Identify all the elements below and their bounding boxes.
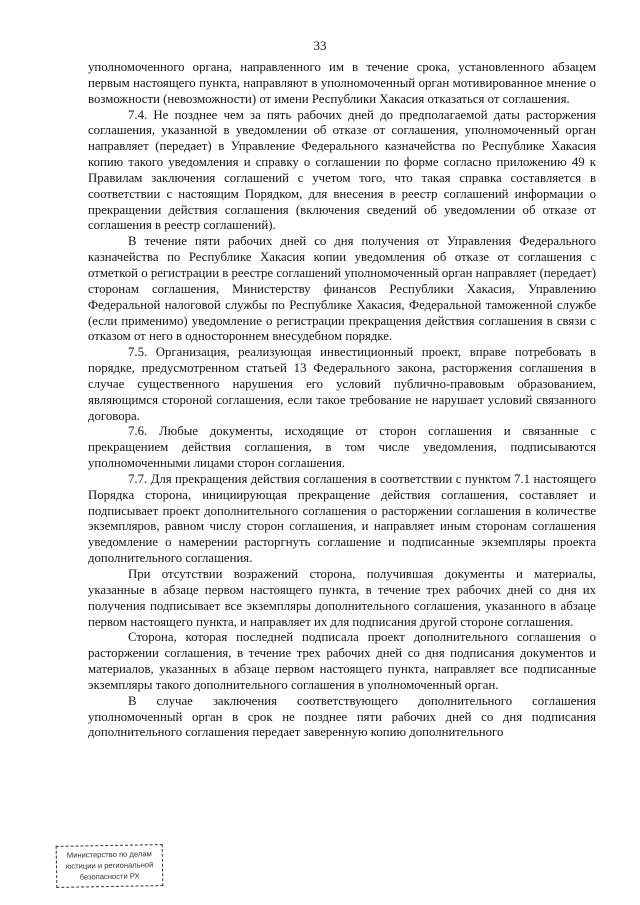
paragraph-7-6: 7.6. Любые документы, исходящие от сторон соглашения и связанные с прекращением действия соглашения, в том числе уведомления, подписываются уполномоченными лицами сторон соглашения. [88, 424, 596, 471]
paragraph-7-5: 7.5. Организация, реализующая инвестиционный проект, вправе потребовать в порядке, предусмотренном статьей 13 Федерального закона, расторжения соглашения в случае существенного нарушения его условий публично-правовым образованием, являющимся стороной соглашения, если такое требование не нарушает условий связанного договора. [88, 345, 596, 423]
paragraph-7-4: 7.4. Не позднее чем за пять рабочих дней до предполагаемой даты расторжения соглашения, указанной в уведомлении об отказе от соглашения, уполномоченный орган направляет (передает) в Управление Федерального казначейства по Республике Хакасия копию такого уведомления и справку о соглашении по форме согласно приложению 49 к Правилам заключения соглашений с учетом того, что такая справка составляется в соответствии с настоящим Порядком, для внесения в реестр соглашений информации о прекращении действия соглашения (включения сведений об уведомлении об отказе от соглашения в реестр соглашений). [88, 107, 596, 233]
stamp-line: безопасности РХ [79, 871, 140, 882]
stamp-line: юстиции и региональной [65, 860, 154, 871]
paragraph: В течение пяти рабочих дней со дня получения от Управления Федерального казначейства по Республике Хакасия копии уведомления об отказе от соглашения с отметкой о регистрации в реестре соглашений уполномоченный орган направляет (передает) сторонам соглашения, Министерству финансов Республики Хакасия, Управлению Федеральной налоговой службы по Республике Хакасия, Федеральной таможенной службе (если применимо) уведомление о регистрации прекращения действия соглашения в связи с отказом от него в одностороннем внесудебном порядке. [88, 234, 596, 344]
paragraph: При отсутствии возражений сторона, получившая документы и материалы, указанные в абзаце первом настоящего пункта, в течение трех рабочих дней со дня их получения подписывает все экземпляры дополнительного соглашения, указанного в абзаце первом настоящего пункта, и направляет их для подписания другой стороне соглашения. [88, 567, 596, 629]
paragraph: Сторона, которая последней подписала проект дополнительного соглашения о расторжении соглашения, в течение трех рабочих дней со дня подписания документов и материалов, указанных в абзаце первом настоящего пункта, направляет все подписанные экземпляры такого дополнительного соглашения в уполномоченный орган. [88, 630, 596, 692]
stamp-line: Министерство по делам [66, 849, 152, 860]
ministry-stamp [56, 844, 164, 888]
paragraph: уполномоченного органа, направленного им в течение срока, установленного абзацем первым настоящего пункта, направляют в уполномоченный орган мотивированное мнение о возможности (невозможности) от имени Республики Хакасия отказаться от соглашения. [88, 60, 596, 106]
document-body [88, 60, 596, 741]
paragraph: В случае заключения соответствующего дополнительного соглашения уполномоченный орган в срок не позднее пяти рабочих дней со дня подписания дополнительного соглашения передает заверенную копию дополнительного [88, 693, 596, 740]
paragraph-7-7: 7.7. Для прекращения действия соглашения в соответствии с пунктом 7.1 настоящего Порядка сторона, инициирующая прекращение действия соглашения, составляет и подписывает проект дополнительного соглашения о расторжении соглашения в количестве экземпляров, равном числу сторон соглашения, и направляет иным сторонам соглашения уведомление о намерении расторгнуть соглашение и подписанные экземпляры проекта дополнительного соглашения. [88, 471, 596, 566]
page-number: 33 [313, 38, 327, 53]
